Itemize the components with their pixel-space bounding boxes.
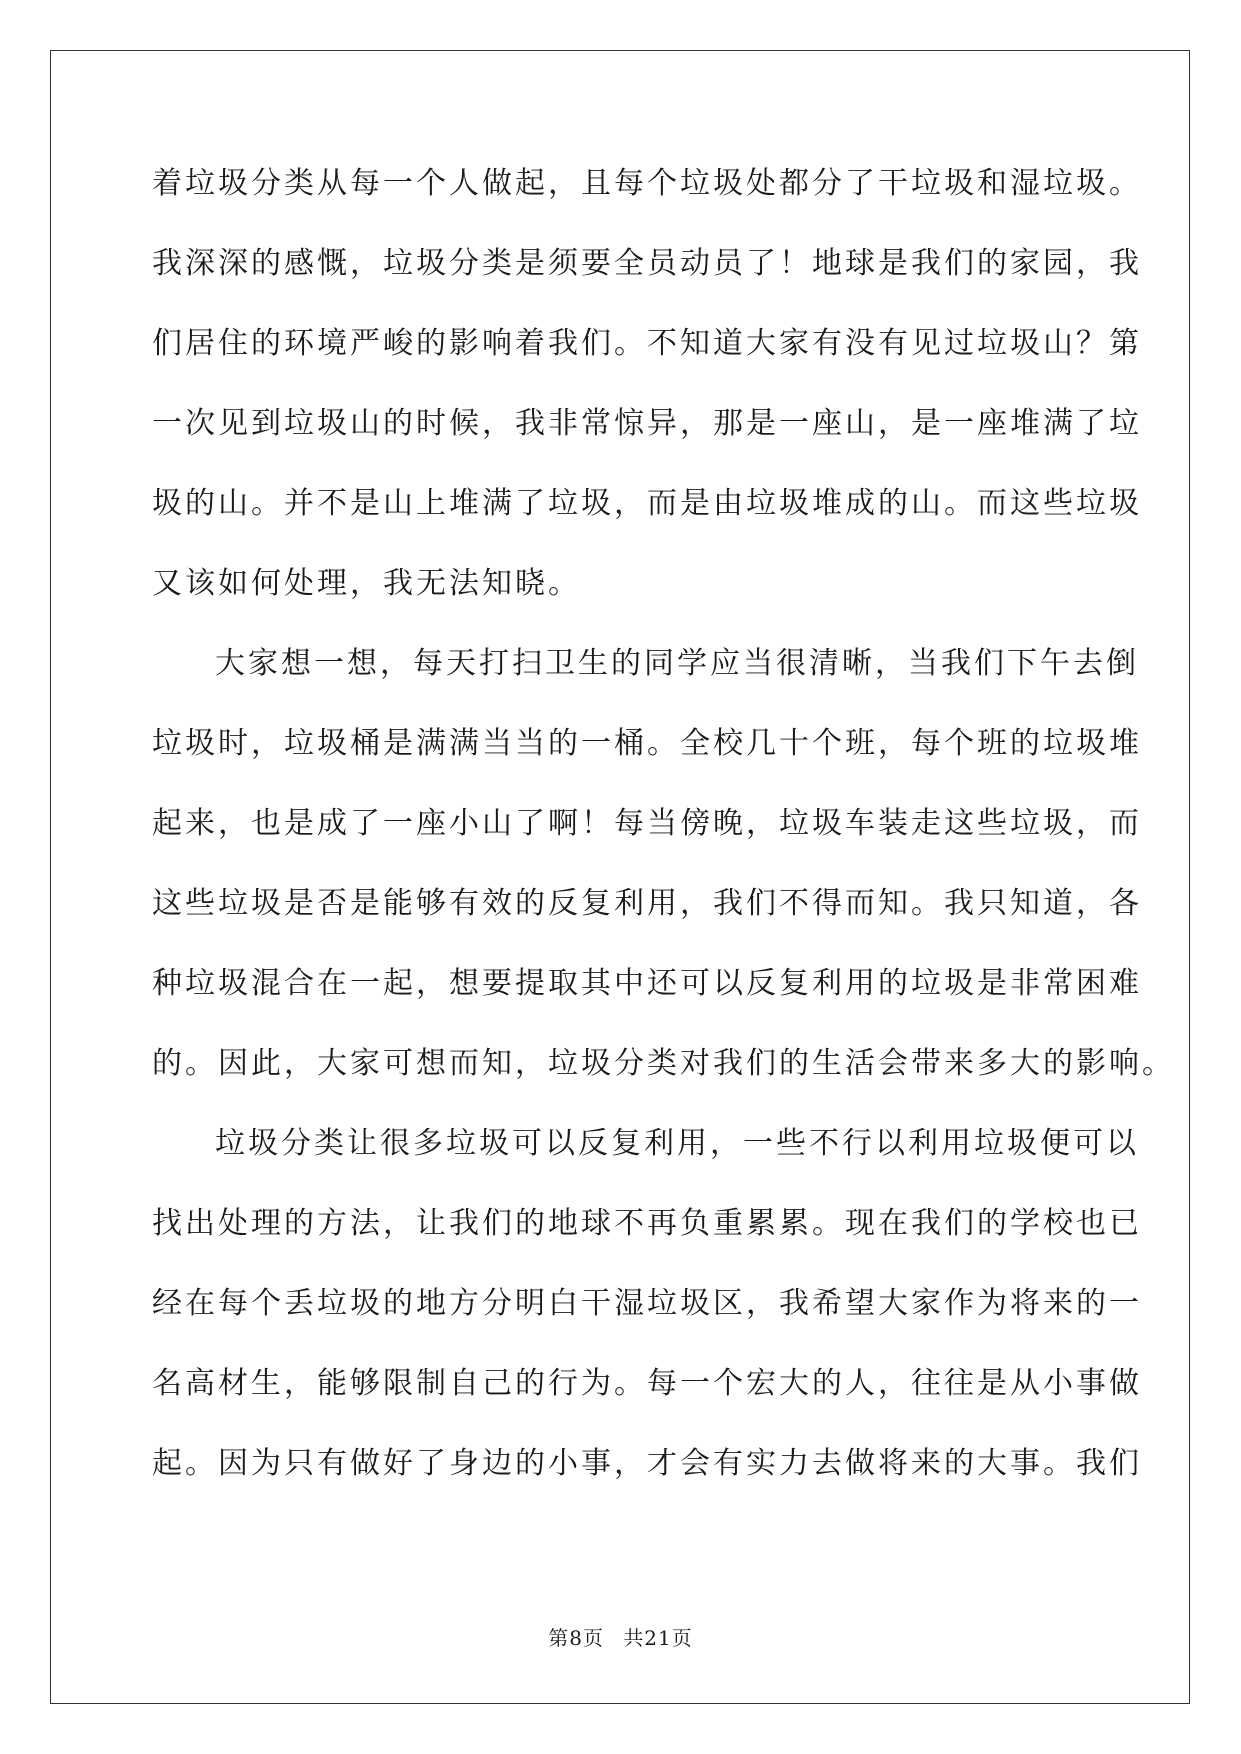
text-line-11: 种垃圾混合在一起，想要提取其中还可以反复利用的垃圾是非常困难 <box>152 966 1142 1001</box>
text-line-17: 起。因为只有做好了身边的小事，才会有实力去做将来的大事。我们 <box>152 1446 1142 1481</box>
text-line-13: 垃圾分类让很多垃圾可以反复利用，一些不行以利用垃圾便可以 <box>215 1126 1139 1161</box>
text-line-16: 名高材生，能够限制自己的行为。每一个宏大的人，往往是从小事做 <box>152 1366 1142 1401</box>
total-pages: 共21页 <box>623 1626 693 1650</box>
text-line-7: 大家想一想，每天打扫卫生的同学应当很清晰，当我们下午去倒 <box>215 646 1139 681</box>
text-line-9: 起来，也是成了一座小山了啊！每当傍晚，垃圾车装走这些垃圾，而 <box>152 806 1142 841</box>
text-line-5: 圾的山。并不是山上堆满了垃圾，而是由垃圾堆成的山。而这些垃圾 <box>152 486 1142 521</box>
text-line-2: 我深深的感慨，垃圾分类是须要全员动员了！地球是我们的家园，我 <box>152 246 1142 281</box>
text-line-1: 着垃圾分类从每一个人做起，且每个垃圾处都分了干垃圾和湿垃圾。 <box>152 166 1142 201</box>
text-line-10: 这些垃圾是否是能够有效的反复利用，我们不得而知。我只知道，各 <box>152 886 1142 921</box>
text-line-14: 找出处理的方法，让我们的地球不再负重累累。现在我们的学校也已 <box>152 1206 1142 1241</box>
text-line-6: 又该如何处理，我无法知晓。 <box>152 566 581 601</box>
page-footer <box>0 1622 1241 1651</box>
current-page-number: 第8页 <box>548 1626 604 1650</box>
text-line-12: 的。因此，大家可想而知，垃圾分类对我们的生活会带来多大的影响。 <box>152 1046 1175 1081</box>
text-line-8: 垃圾时，垃圾桶是满满当当的一桶。全校几十个班，每个班的垃圾堆 <box>152 726 1142 761</box>
text-line-4: 一次见到垃圾山的时候，我非常惊异，那是一座山，是一座堆满了垃 <box>152 406 1142 441</box>
document-body <box>152 160 1175 1520</box>
text-line-15: 经在每个丢垃圾的地方分明白干湿垃圾区，我希望大家作为将来的一 <box>152 1286 1142 1321</box>
text-line-3: 们居住的环境严峻的影响着我们。不知道大家有没有见过垃圾山？第 <box>152 326 1142 361</box>
